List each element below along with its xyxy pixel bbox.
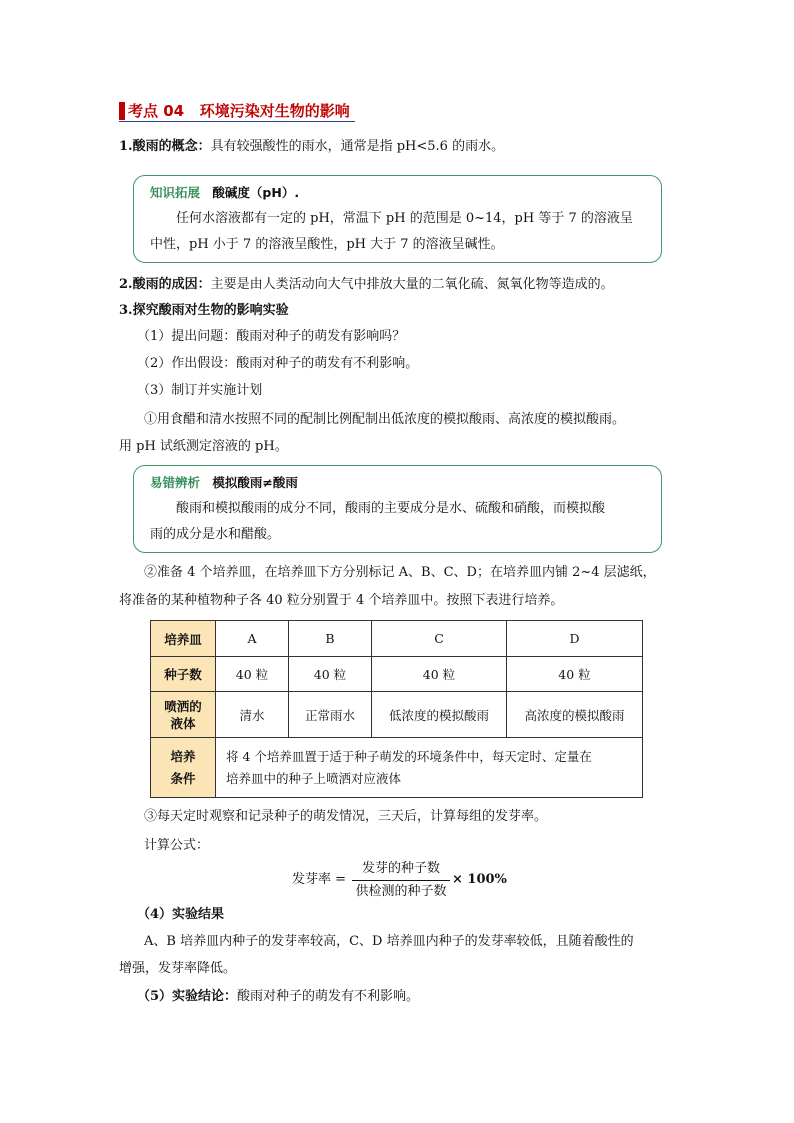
table-conditions-label-line-2: 条件 [170,770,196,786]
table-row-seeds [151,657,643,692]
table-liquid-b: 正常雨水 [289,692,372,738]
table-conditions-line-2: 培养皿中的种子上喷洒对应液体 [226,770,402,786]
heading-text [128,100,350,122]
paragraph-acid-rain-cause [119,275,614,295]
table-seeds-b: 40 粒 [289,657,372,692]
heading-underline [119,121,355,122]
table-liquid-label-line-1: 喷洒的 [164,698,202,714]
formula-numerator: 发芽的种子数 [361,861,440,876]
table-liquid-a: 清水 [216,692,289,738]
table-conditions-label-line-1: 培养 [170,748,196,764]
text-acid-rain-concept: 具有较强酸性的雨水，通常是指 pH<5.6 的雨水。 [210,139,505,154]
result-line-1: A、B 培养皿内种子的发芽率较高，C、D 培养皿内种子的发芽率较低，且随着酸性的 [144,934,634,949]
table-header-cell: 培养皿 [151,621,216,657]
table-seeds-c: 40 粒 [372,657,507,692]
table-conditions-label [151,738,216,798]
formula-lhs: 发芽率 = [292,872,347,887]
conclusion-label: （5）实验结论： [137,989,238,1004]
plan-1-line-1: ①用食醋和清水按照不同的配制比例配制出低浓度的模拟酸雨、高浓度的模拟酸雨。 [144,412,626,427]
paragraph-acid-rain-concept [119,137,504,157]
heading-marker [119,102,125,120]
common-mistake-tag: 易错辨析 [150,475,201,490]
step-question-text: 酸雨对种子的萌发有影响吗？ [236,329,406,344]
step-question-term: 提出问题： [171,329,237,344]
common-mistake-title: 模拟酸雨≠酸雨 [212,475,298,490]
table-row-liquid [151,692,643,738]
table-conditions-line-1: 将 4 个培养皿置于适于种子萌发的环境条件中，每天定时、定量在 [226,748,592,764]
table-conditions-text [216,738,643,798]
knowledge-extension-line-2: 中性，pH 小于 7 的溶液呈酸性，pH 大于 7 的溶液呈碱性。 [150,237,504,252]
knowledge-extension-line-1: 任何水溶液都有一定的 pH，常温下 pH 的范围是 0~14，pH 等于 7 的溶液呈 [176,211,633,226]
step-question [137,327,405,347]
plan-2-line-1: ②准备 4 个培养皿，在培养皿下方分别标记 A、B、C、D；在培养皿内铺 2~4 层滤纸， [144,565,656,580]
knowledge-extension-tag: 知识拓展 [150,185,201,200]
knowledge-extension-header [150,183,299,204]
result-label: （4）实验结果 [137,907,225,922]
formula-rhs: × 100% [452,872,507,887]
step-hypothesis-term: 作出假设： [171,356,237,371]
formula-fraction [352,860,450,901]
term-acid-rain-concept: 1.酸雨的概念： [119,139,211,154]
plan-1-line-2: 用 pH 试纸测定溶液的 pH。 [119,439,288,454]
step-plan: （3）制订并实施计划 [137,383,263,398]
conclusion-text: 酸雨对种子的萌发有不利影响。 [237,989,420,1004]
step-question-label: （1） [137,329,172,344]
heading-title: 环境污染对生物的影响 [199,102,350,120]
plan-2-line-2: 将准备的某种植物种子各 40 粒分别置于 4 个培养皿中。按照下表进行培养。 [119,593,564,608]
knowledge-extension-title: 酸碱度（pH）. [212,185,300,200]
table-column-b: B [289,621,372,657]
text-acid-rain-cause: 主要是由人类活动向大气中排放大量的二氧化硫、氮氧化物等造成的。 [210,277,614,292]
conclusion [137,987,419,1007]
table-column-c: C [372,621,507,657]
table-seeds-label: 种子数 [151,657,216,692]
result-line-2: 增强，发芽率降低。 [119,961,237,976]
experiment-title: 3.探究酸雨对生物的影响实验 [119,303,289,318]
table-row-conditions [151,738,643,798]
common-mistake-line-1: 酸雨和模拟酸雨的成分不同，酸雨的主要成分是水、硫酸和硝酸，而模拟酸 [176,501,606,516]
common-mistake-header [150,473,298,494]
table-seeds-d: 40 粒 [507,657,643,692]
formula-label: 计算公式： [144,838,210,853]
table-liquid-label [151,692,216,738]
common-mistake-line-2: 雨的成分是水和醋酸。 [150,527,281,542]
table-liquid-c: 低浓度的模拟酸雨 [372,692,507,738]
formula-denominator: 供检测的种子数 [355,884,447,899]
table-seeds-a: 40 粒 [216,657,289,692]
table-liquid-d: 高浓度的模拟酸雨 [507,692,643,738]
step-hypothesis-label: （2） [137,356,172,371]
heading-label: 考点 04 [128,102,185,120]
table-row-header [151,621,643,657]
table-liquid-label-line-2: 液体 [170,715,196,731]
fraction-bar [352,880,450,881]
term-acid-rain-cause: 2.酸雨的成因： [119,277,211,292]
table-column-a: A [216,621,289,657]
plan-3-text: ③每天定时观察和记录种子的萌发情况，三天后，计算每组的发芽率。 [144,809,548,824]
step-hypothesis [137,354,418,374]
table-column-d: D [507,621,643,657]
step-hypothesis-text: 酸雨对种子的萌发有不利影响。 [236,356,419,371]
experiment-table [150,620,643,798]
